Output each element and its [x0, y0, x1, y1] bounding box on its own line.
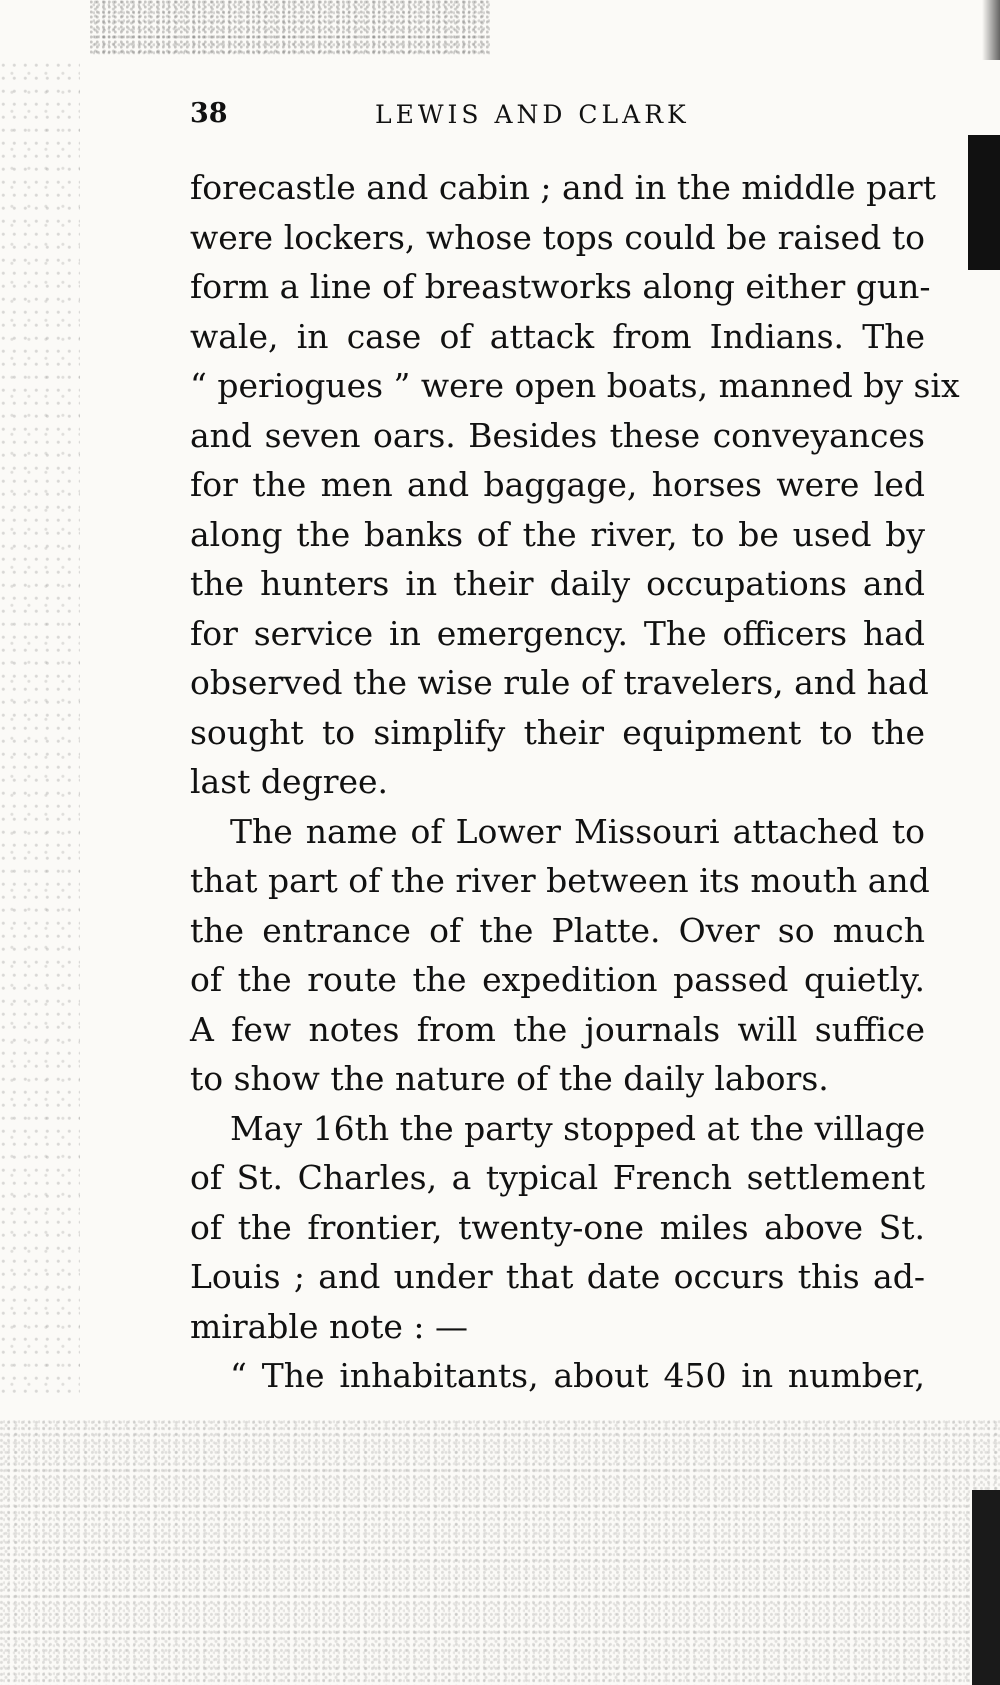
scan-noise-left	[0, 60, 80, 1400]
text-line: the hunters in their daily occupations and	[190, 564, 925, 603]
text-line: the entrance of the Platte. Over so much	[190, 910, 925, 950]
text-line: A few notes from the journals will suffice	[190, 1009, 925, 1049]
text-line: were lockers, whose tops could be raised to	[190, 217, 925, 257]
text-line: wale, in case of attack from Indians. The	[190, 316, 925, 356]
text-line: of the frontier, twenty-one miles above St.	[190, 1207, 925, 1247]
page-number: 38	[190, 98, 228, 129]
text-line: for the men and baggage, horses were led	[190, 465, 925, 504]
text-line: of the route the expedition passed quietly.	[190, 960, 925, 999]
text-line: last degree.	[190, 762, 389, 801]
scan-noise-bottom	[0, 1420, 1000, 1685]
text-line: along the banks of the river, to be used by	[190, 514, 925, 554]
scan-edge-dark-upper	[968, 135, 1000, 270]
text-line: The name of Lower Missouri attached to	[230, 811, 925, 851]
scan-edge-top-right	[982, 0, 1000, 60]
text-line: for service in emergency. The officers had	[190, 613, 925, 653]
text-line: “ The inhabitants, about 450 in number,	[230, 1356, 925, 1395]
text-line: “ periogues ” were open boats, manned by six	[190, 366, 960, 405]
text-line: mirable note : —	[190, 1306, 469, 1346]
text-line: May 16th the party stopped at the village	[230, 1108, 926, 1148]
text-line: observed the wise rule of travelers, and had	[190, 663, 929, 702]
text-line: forecastle and cabin ; and in the middle part	[190, 168, 936, 207]
running-head: LEWIS AND CLARK	[375, 100, 690, 129]
body-text	[190, 163, 960, 1401]
text-line: to show the nature of the daily labors.	[190, 1059, 829, 1098]
text-line: Louis ; and under that date occurs this ad-	[190, 1257, 925, 1296]
text-line: and seven oars. Besides these conveyances	[190, 415, 925, 455]
scan-edge-dark-lower	[972, 1490, 1000, 1685]
text-line: of St. Charles, a typical French settlement	[190, 1158, 925, 1197]
text-line: that part of the river between its mouth and	[190, 861, 930, 900]
page-header	[190, 98, 925, 138]
text-line: form a line of breastworks along either gun-	[190, 267, 931, 306]
scan-noise-top	[90, 0, 490, 55]
text-line: sought to simplify their equipment to the	[190, 712, 925, 752]
